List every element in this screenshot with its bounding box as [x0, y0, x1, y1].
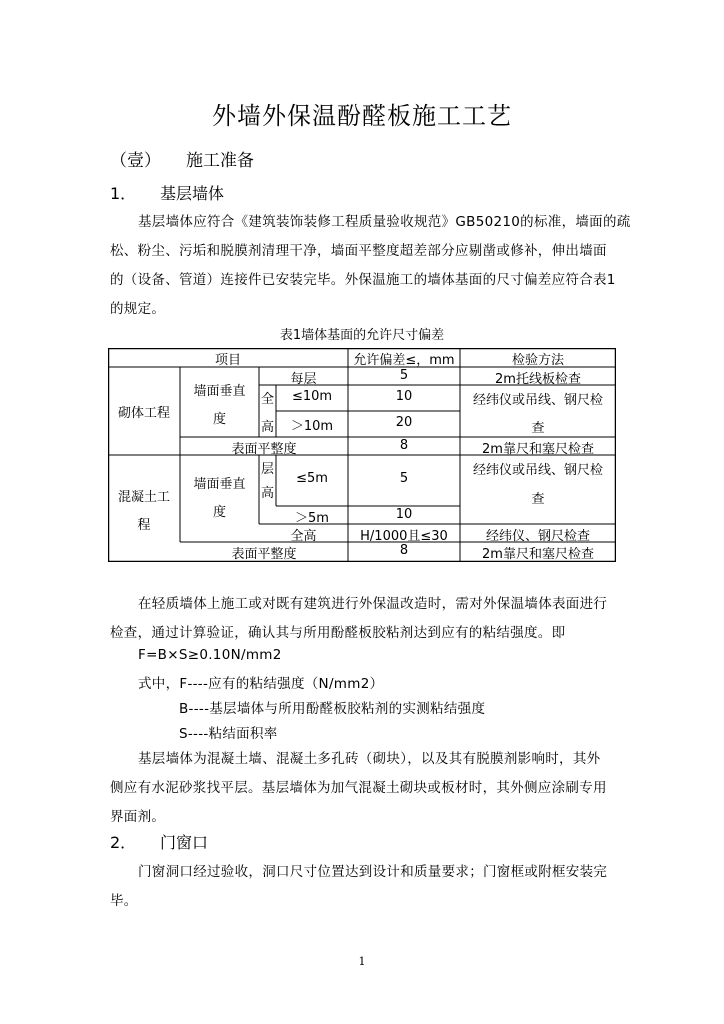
floor-height-label-2: 高 — [260, 486, 274, 501]
wall-vertical-label-2: 度 — [212, 412, 226, 427]
concrete-surface-flatness-method: 2m靠尺和塞尺检查 — [482, 547, 594, 562]
full-height-label-2: 高 — [260, 420, 274, 435]
concrete-gt5-value: 10 — [395, 507, 413, 522]
where-line3: S----粘结面积率 — [179, 726, 278, 742]
concrete-wall-vertical-label-1: 墙面垂直 — [193, 477, 246, 492]
para1-line3: 的（设备、管道）连接件已安装完毕。外保温施工的墙体基面的尺寸偏差应符合表1 — [110, 272, 616, 288]
concrete-surface-flatness-label: 表面平整度 — [231, 547, 297, 562]
concrete-full-height-value: H/1000且≤30 — [360, 529, 448, 544]
method-plumb-line1: 经纬仪或吊线、钢尺检 — [472, 393, 603, 408]
para1-line2: 松、粉尘、污垢和脱膜剂清理干净，墙面平整度超差部分应剔凿或修补，伸出墙面 — [110, 243, 607, 259]
concrete-wall-vertical-label-2: 度 — [212, 505, 226, 520]
document-title: 外墙外保温酚醛板施工工艺 — [212, 102, 512, 130]
gt-10m-label: ＞10m — [290, 419, 334, 434]
wall-vertical-label-1: 墙面垂直 — [193, 384, 246, 399]
header-deviation: 允许偏差≤，mm — [353, 353, 455, 368]
concrete-label-1: 混凝土工 — [117, 490, 170, 505]
where-line1: 式中，F----应有的粘结强度（N/mm2） — [138, 676, 384, 692]
per-floor-label: 每层 — [290, 372, 317, 387]
tolerance-table — [108, 348, 616, 562]
le-10m-label: ≤10m — [291, 389, 333, 404]
para4-line2: 毕。 — [110, 893, 138, 909]
subsection-1-heading: 基层墙体 — [160, 184, 225, 203]
concrete-method-plumb-line1: 经纬仪或吊线、钢尺检 — [472, 463, 603, 478]
concrete-surface-flatness-value: 8 — [399, 543, 409, 558]
para3-line1: 基层墙体为混凝土墙、混凝土多孔砖（砌块），以及其有脱膜剂影响时，其外 — [138, 751, 601, 767]
para4-line1: 门窗洞口经过验收，洞口尺寸位置达到设计和质量要求；门窗框或附框安装完 — [138, 864, 608, 880]
masonry-per-floor-value: 5 — [399, 368, 409, 383]
le-5m-label: ≤5m — [296, 471, 328, 486]
concrete-label-2: 程 — [137, 518, 151, 533]
section-number: （壹） — [110, 151, 161, 171]
method-plumb-line2: 查 — [531, 421, 545, 436]
table-caption: 表1墙体基面的允许尺寸偏差 — [279, 328, 445, 343]
where-line2: B----基层墙体与所用酚醛板胶粘剂的实测粘结强度 — [179, 701, 486, 717]
page-number: 1 — [358, 955, 366, 968]
para2-line1: 在轻质墙体上施工或对既有建筑进行外保温改造时，需对外保温墙体表面进行 — [138, 596, 608, 612]
concrete-method-plumb-line2: 查 — [531, 492, 545, 507]
formula: F=B×S≥0.10N/mm2 — [138, 647, 282, 663]
header-method: 检验方法 — [511, 353, 564, 368]
masonry-gt10-value: 20 — [395, 415, 413, 430]
masonry-le10-value: 10 — [395, 389, 413, 404]
masonry-surface-flatness-value: 8 — [399, 438, 409, 453]
concrete-le5-value: 5 — [399, 471, 409, 486]
section-heading: 施工准备 — [186, 151, 254, 171]
method-2m-board: 2m托线板检查 — [495, 372, 581, 387]
subsection-1-number: 1． — [110, 184, 137, 203]
subsection-2-heading: 门窗口 — [160, 833, 209, 852]
masonry-label: 砌体工程 — [117, 406, 170, 421]
gt-5m-label: ＞5m — [295, 511, 329, 526]
para2-line2: 检查，通过计算验证，确认其与所用酚醛板胶粘剂达到应有的粘结强度。即 — [110, 625, 566, 641]
concrete-full-height-label: 全高 — [290, 529, 317, 544]
para3-line2: 侧应有水泥砂浆找平层。基层墙体为加气混凝土砌块或板材时，其外侧应涂刷专用 — [110, 780, 607, 796]
floor-height-label-1: 层 — [260, 462, 274, 477]
para3-line3: 界面剂。 — [110, 809, 166, 825]
masonry-surface-flatness-label: 表面平整度 — [231, 442, 297, 457]
concrete-full-height-method: 经纬仪、钢尺检查 — [485, 529, 590, 544]
masonry-surface-flatness-method: 2m靠尺和塞尺检查 — [482, 442, 594, 457]
header-item: 项目 — [214, 353, 241, 368]
para1-line1: 基层墙体应符合《建筑装饰装修工程质量验收规范》GB50210的标准，墙面的疏 — [138, 214, 631, 230]
subsection-2-number: 2． — [110, 833, 137, 852]
para1-line4: 的规定。 — [110, 301, 166, 317]
full-height-label-1: 全 — [260, 392, 274, 407]
